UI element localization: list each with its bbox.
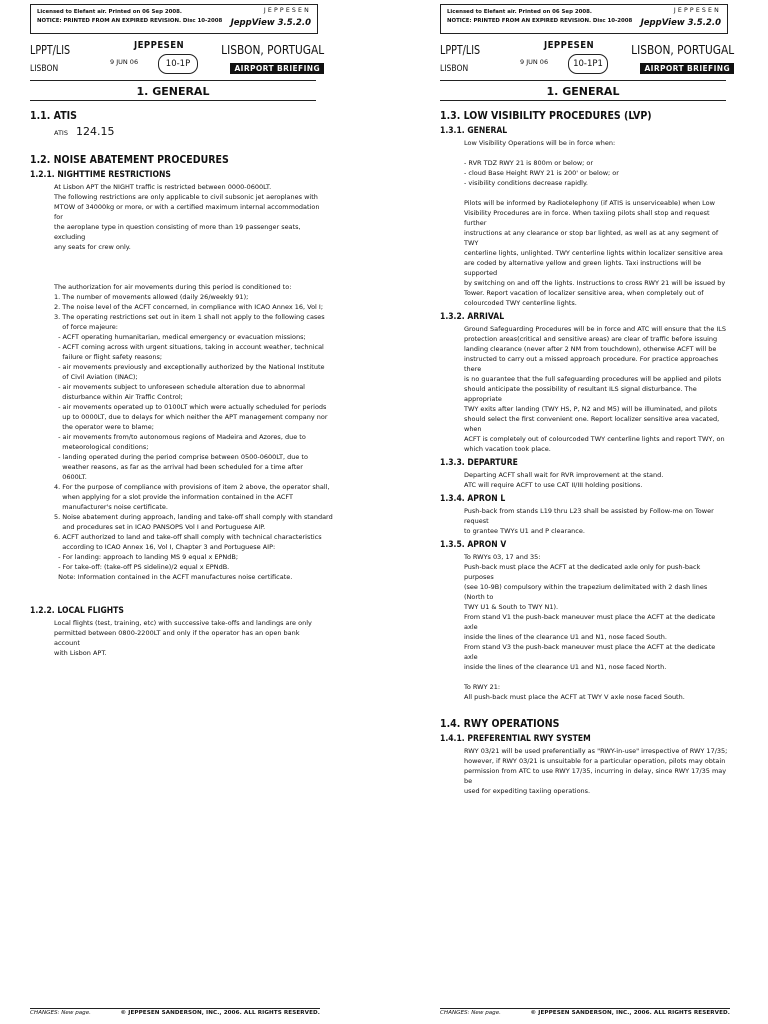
brand-name: JEPPESEN <box>673 7 721 14</box>
license-notice: Licensed to Elefant air. Printed on 06 Sep 2008. NOTICE: PRINTED FROM AN EXPIRED REVISION. Disc 10-2008 <box>447 9 633 24</box>
section-divider <box>440 100 726 101</box>
left-content <box>30 104 333 658</box>
app-version: JeppView 3.5.2.0 <box>230 18 311 28</box>
list-lvp-conditions: - RVR TDZ RWY 21 is 800m or below; or - cloud Base Height RWY 21 is 200' or below; or - visibility conditions decrease rapidly. <box>464 159 619 187</box>
para-nighttime: At Lisbon APT the NIGHT traffic is restricted between 0000-0600LT. The following restrictions are only applicable to civil subsonic jet aeroplanes with MTOW of 34000kg or more, or with a certified maximum internal accommodation for the aeroplane type in question consisting of more than 19 passenger seats, excluding any seats for crew only. <box>54 183 320 251</box>
heading-preferential-rwy: 1.4.1. PREFERENTIAL RWY SYSTEM <box>440 734 591 744</box>
airport-city: LISBON <box>440 64 469 74</box>
chart-number: 10-1P1 <box>568 54 608 74</box>
heading-noise-abatement: 1.2. NOISE ABATEMENT PROCEDURES <box>30 154 229 166</box>
license-notice: Licensed to Elefant air. Printed on 06 Sep 2008. NOTICE: PRINTED FROM AN EXPIRED REVISION. Disc 10-2008 <box>37 9 223 24</box>
chart-type-badge: AIRPORT BRIEFING <box>640 63 734 74</box>
left-chart-page <box>22 0 332 1024</box>
chart-type-badge: AIRPORT BRIEFING <box>230 63 324 74</box>
para-lvp-pilots: Pilots will be informed by Radiotelephony (if ATIS is unserviceable) when Low Visibility Procedures are in force. When taxiing pilots shall stop and request further instructions at any clearance or stop bar lighted, as well as at any segment of TWY centerline lights, unlighted. TWY centerline lights within localizer sensitive area are coded by alternative yellow and green lights. Taxi instructions will be supported by switching on and off the lights. Instructions to cross RWY 21 will be issued by Tower. Report vacation of localizer sensitive area, when completely out of colourcoded TWY centerline lights. <box>464 199 726 307</box>
heading-rwy-operations: 1.4. RWY OPERATIONS <box>440 718 560 730</box>
section-divider <box>30 100 316 101</box>
heading-departure: 1.3.3. DEPARTURE <box>440 458 518 468</box>
copyright: © JEPPESEN SANDERSON, INC., 2006. ALL RIGHTS RESERVED. <box>120 1010 320 1016</box>
chart-location: LISBON, PORTUGAL <box>630 42 734 57</box>
para-arrival: Ground Safeguarding Procedures will be in force and ATC will ensure that the ILS protection areas(critical and sensitive areas) are clear of traffic before issuing landing clearance (never after 2 NM from touchdown), otherwise ACFT will be instructed to carry out a missed approach procedure. For practice approaches there is no guarantee that the full safeguarding procedures will be applied and pilots should anticipate the possibility of resultant ILS signal disturbance. The appropriate TWY exits after landing (TWY HS, P, N2 and M5) will be illuminated, and pilots should select the first convenient one. Report localizer sensitive area vacated, when ACFT is completely out of colourcoded TWY centerline lights and report TWY, on which vacation took place. <box>464 325 727 453</box>
changes-note: CHANGES: New page. <box>30 1010 91 1016</box>
changes-note: CHANGES: New page. <box>440 1010 501 1016</box>
jeppesen-logo: JEPPESEN <box>544 40 595 51</box>
airport-identifier: LPPT/LIS <box>30 42 71 57</box>
heading-nighttime: 1.2.1. NIGHTTIME RESTRICTIONS <box>30 170 171 180</box>
airport-identifier: LPPT/LIS <box>440 42 481 57</box>
para-local-flights: Local flights (test, training, etc) with successive take-offs and landings are only permitted between 0800-2200LT and only if the operator has an open bank account with Lisbon APT. <box>54 619 312 657</box>
chart-location: LISBON, PORTUGAL <box>220 42 324 57</box>
license-header <box>440 4 728 34</box>
app-version: JeppView 3.5.2.0 <box>640 18 721 28</box>
jeppesen-logo: JEPPESEN <box>134 40 185 51</box>
para-lvp-general: Low Visibility Operations will be in force when: <box>464 139 616 147</box>
chart-date: 9 JUN 06 <box>110 58 139 66</box>
para-apron-l: Push-back from stands L19 thru L23 shall be assisted by Follow-me on Tower request to grantee TWYs U1 and P clearance. <box>464 507 714 535</box>
para-apron-v-rwy21: To RWY 21: All push-back must place the ACFT at TWY V axle nose faced South. <box>464 683 685 701</box>
heading-local-flights: 1.2.2. LOCAL FLIGHTS <box>30 606 124 616</box>
right-content <box>440 104 730 796</box>
header-divider <box>30 80 316 81</box>
heading-arrival: 1.3.2. ARRIVAL <box>440 312 505 322</box>
brand-name: JEPPESEN <box>263 7 311 14</box>
header-divider <box>440 80 726 81</box>
section-title: 1. GENERAL <box>136 85 210 98</box>
para-preferential-rwy: RWY 03/21 will be used preferentially as "RWY-in-use" irrespective of RWY 17/35; however, if RWY 03/21 is unsuitable for a particular operation, pilots may obtain permission from ATC to use RWY 17/35, incurring in delay, since RWY 17/35 may be used for expediting taxiing operations. <box>464 747 728 795</box>
section-title: 1. GENERAL <box>546 85 620 98</box>
heading-lvp: 1.3. LOW VISIBILITY PROCEDURES (LVP) <box>440 110 652 122</box>
atis-row <box>54 125 320 138</box>
atis-frequency: 124.15 <box>76 125 115 138</box>
chart-date: 9 JUN 06 <box>520 58 549 66</box>
copyright: © JEPPESEN SANDERSON, INC., 2006. ALL RIGHTS RESERVED. <box>530 1010 730 1016</box>
right-chart-page <box>432 0 742 1024</box>
chart-number: 10-1P <box>158 54 198 74</box>
license-header <box>30 4 318 34</box>
heading-apron-v: 1.3.5. APRON V <box>440 540 507 550</box>
para-apron-v: To RWYs 03, 17 and 35: Push-back must place the ACFT at the dedicated axle only for push-back purposes (see 10-9B) compulsory within the trapezium delimitated with 2 dash lines (North to TWY U1 & South to TWY N1). From stand V1 the push-back maneuver must place the ACFT at the dedicate axle inside the lines of the clearance U1 and N1, nose faced South. From stand V3 the push-back maneuver must place the ACFT at the dedicate axle inside the lines of the clearance U1 and N1, nose faced North. <box>464 553 716 671</box>
atis-label: ATIS <box>54 129 68 137</box>
airport-city: LISBON <box>30 64 59 74</box>
heading-apron-l: 1.3.4. APRON L <box>440 494 506 504</box>
para-authorization: The authorization for air movements during this period is conditioned to: 1. The number of movements allowed (daily 26/weekly 91); 2. The noise level of the ACFT concerned, in compliance with ICAO Annex 16, Vol I; 3. The operating restrictions set out in item 1 shall not apply to the following cases of force majeure: - ACFT operating humanitarian, medical emergency or evacuation missions; - ACFT coming across with urgent situations, taking in account weather, technical failure or flight safety reasons; - air movements previously and exceptionally authorized by the National Institute of Civil Aviation (INAC); - air movements subject to unforeseen schedule alteration due to abnormal disturbance within Air Traffic Control; - air movements operated up to 0100LT which were actually scheduled for periods up to 0000LT, due to delays for which neither the APT management company nor the operator were to blame; - air movements from/to autonomous regions of Madeira and Azores, due to meteorological conditions; - landing operated during the period comprise between 0500-0600LT, due to weather reasons, as far as the arrival had been scheduled for a time after 0600LT. 4. For the purpose of compliance with provisions of item 2 above, the operator shall, when applying for a slot provide the information contained in the ACFT manufacturer's noise certificate. 5. Noise abatement during approach, landing and take-off shall comply with standard and procedures set in ICAO PANSOPS Vol I and Portuguese AIP. 6. ACFT authorized to land and take-off shall comply with technical characteristics according to ICAO Annex 16, Vol I, Chapter 3 and Portuguese AIP: - For landing: approach to landing MS 9 equal x EPNdB; - For take-off: (take-off PS sideline)/2 equal x EPNdB. Note: Information contained in the ACFT manufactures noise certificate. <box>54 283 333 581</box>
heading-atis: 1.1. ATIS <box>30 110 77 122</box>
heading-lvp-general: 1.3.1. GENERAL <box>440 126 508 136</box>
para-departure: Departing ACFT shall wait for RVR improvement at the stand. ATC will require ACFT to use CAT II/III holding positions. <box>464 471 664 489</box>
